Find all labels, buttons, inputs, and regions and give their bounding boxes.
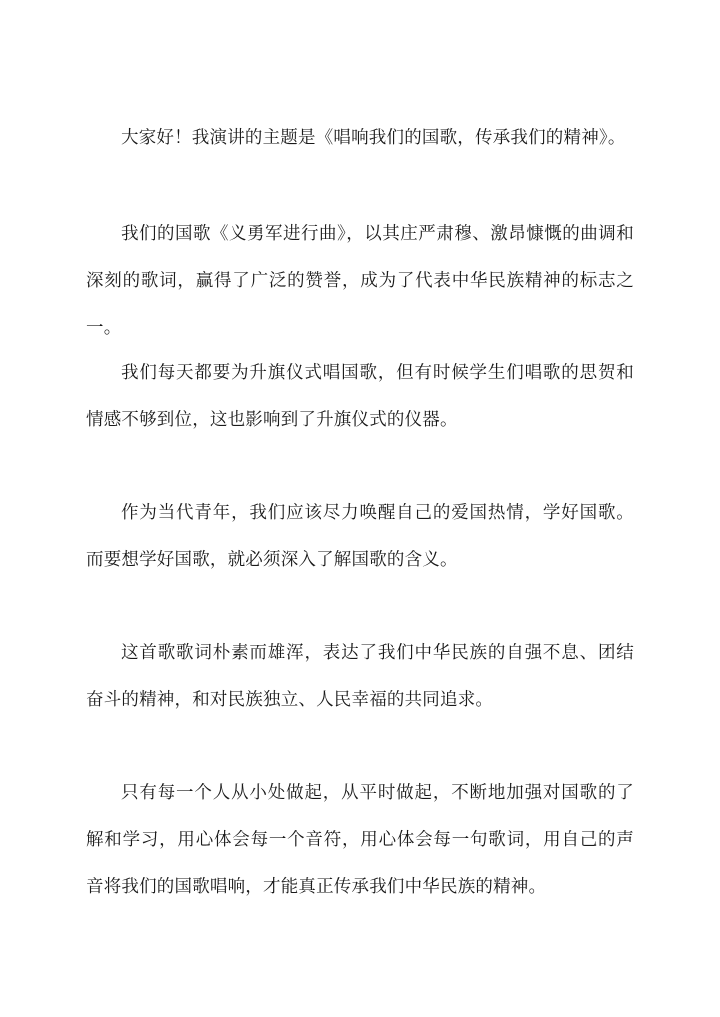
paragraph-1: 大家好！我演讲的主题是《唱响我们的国歌，传承我们的精神》。 (121, 128, 626, 148)
paragraph-5: 这首歌歌词朴素而雄浑，表达了我们中华民族的自强不息、团结奋斗的精神，和对民族独立、人民幸福的共同追求。 (86, 643, 634, 710)
paragraph-4: 作为当代青年，我们应该尽力唤醒自己的爱国热情，学好国歌。而要想学好国歌，就必须深入了解国歌的含义。 (86, 503, 634, 570)
paragraph-2: 我们的国歌《义勇军进行曲》，以其庄严肃穆、激昂慷慨的曲调和深刻的歌词，赢得了广泛的赞誉，成为了代表中华民族精神的标志之一。 (86, 224, 634, 338)
paragraph-6: 只有每一个人从小处做起，从平时做起，不断地加强对国歌的了解和学习，用心体会每一个音符，用心体会每一句歌词，用自己的声音将我们的国歌唱响，才能真正传承我们中华民族的精神。 (86, 783, 634, 897)
paragraph-3: 我们每天都要为升旗仪式唱国歌，但有时候学生们唱歌的思贺和情感不够到位，这也影响到了升旗仪式的仪器。 (86, 363, 634, 430)
